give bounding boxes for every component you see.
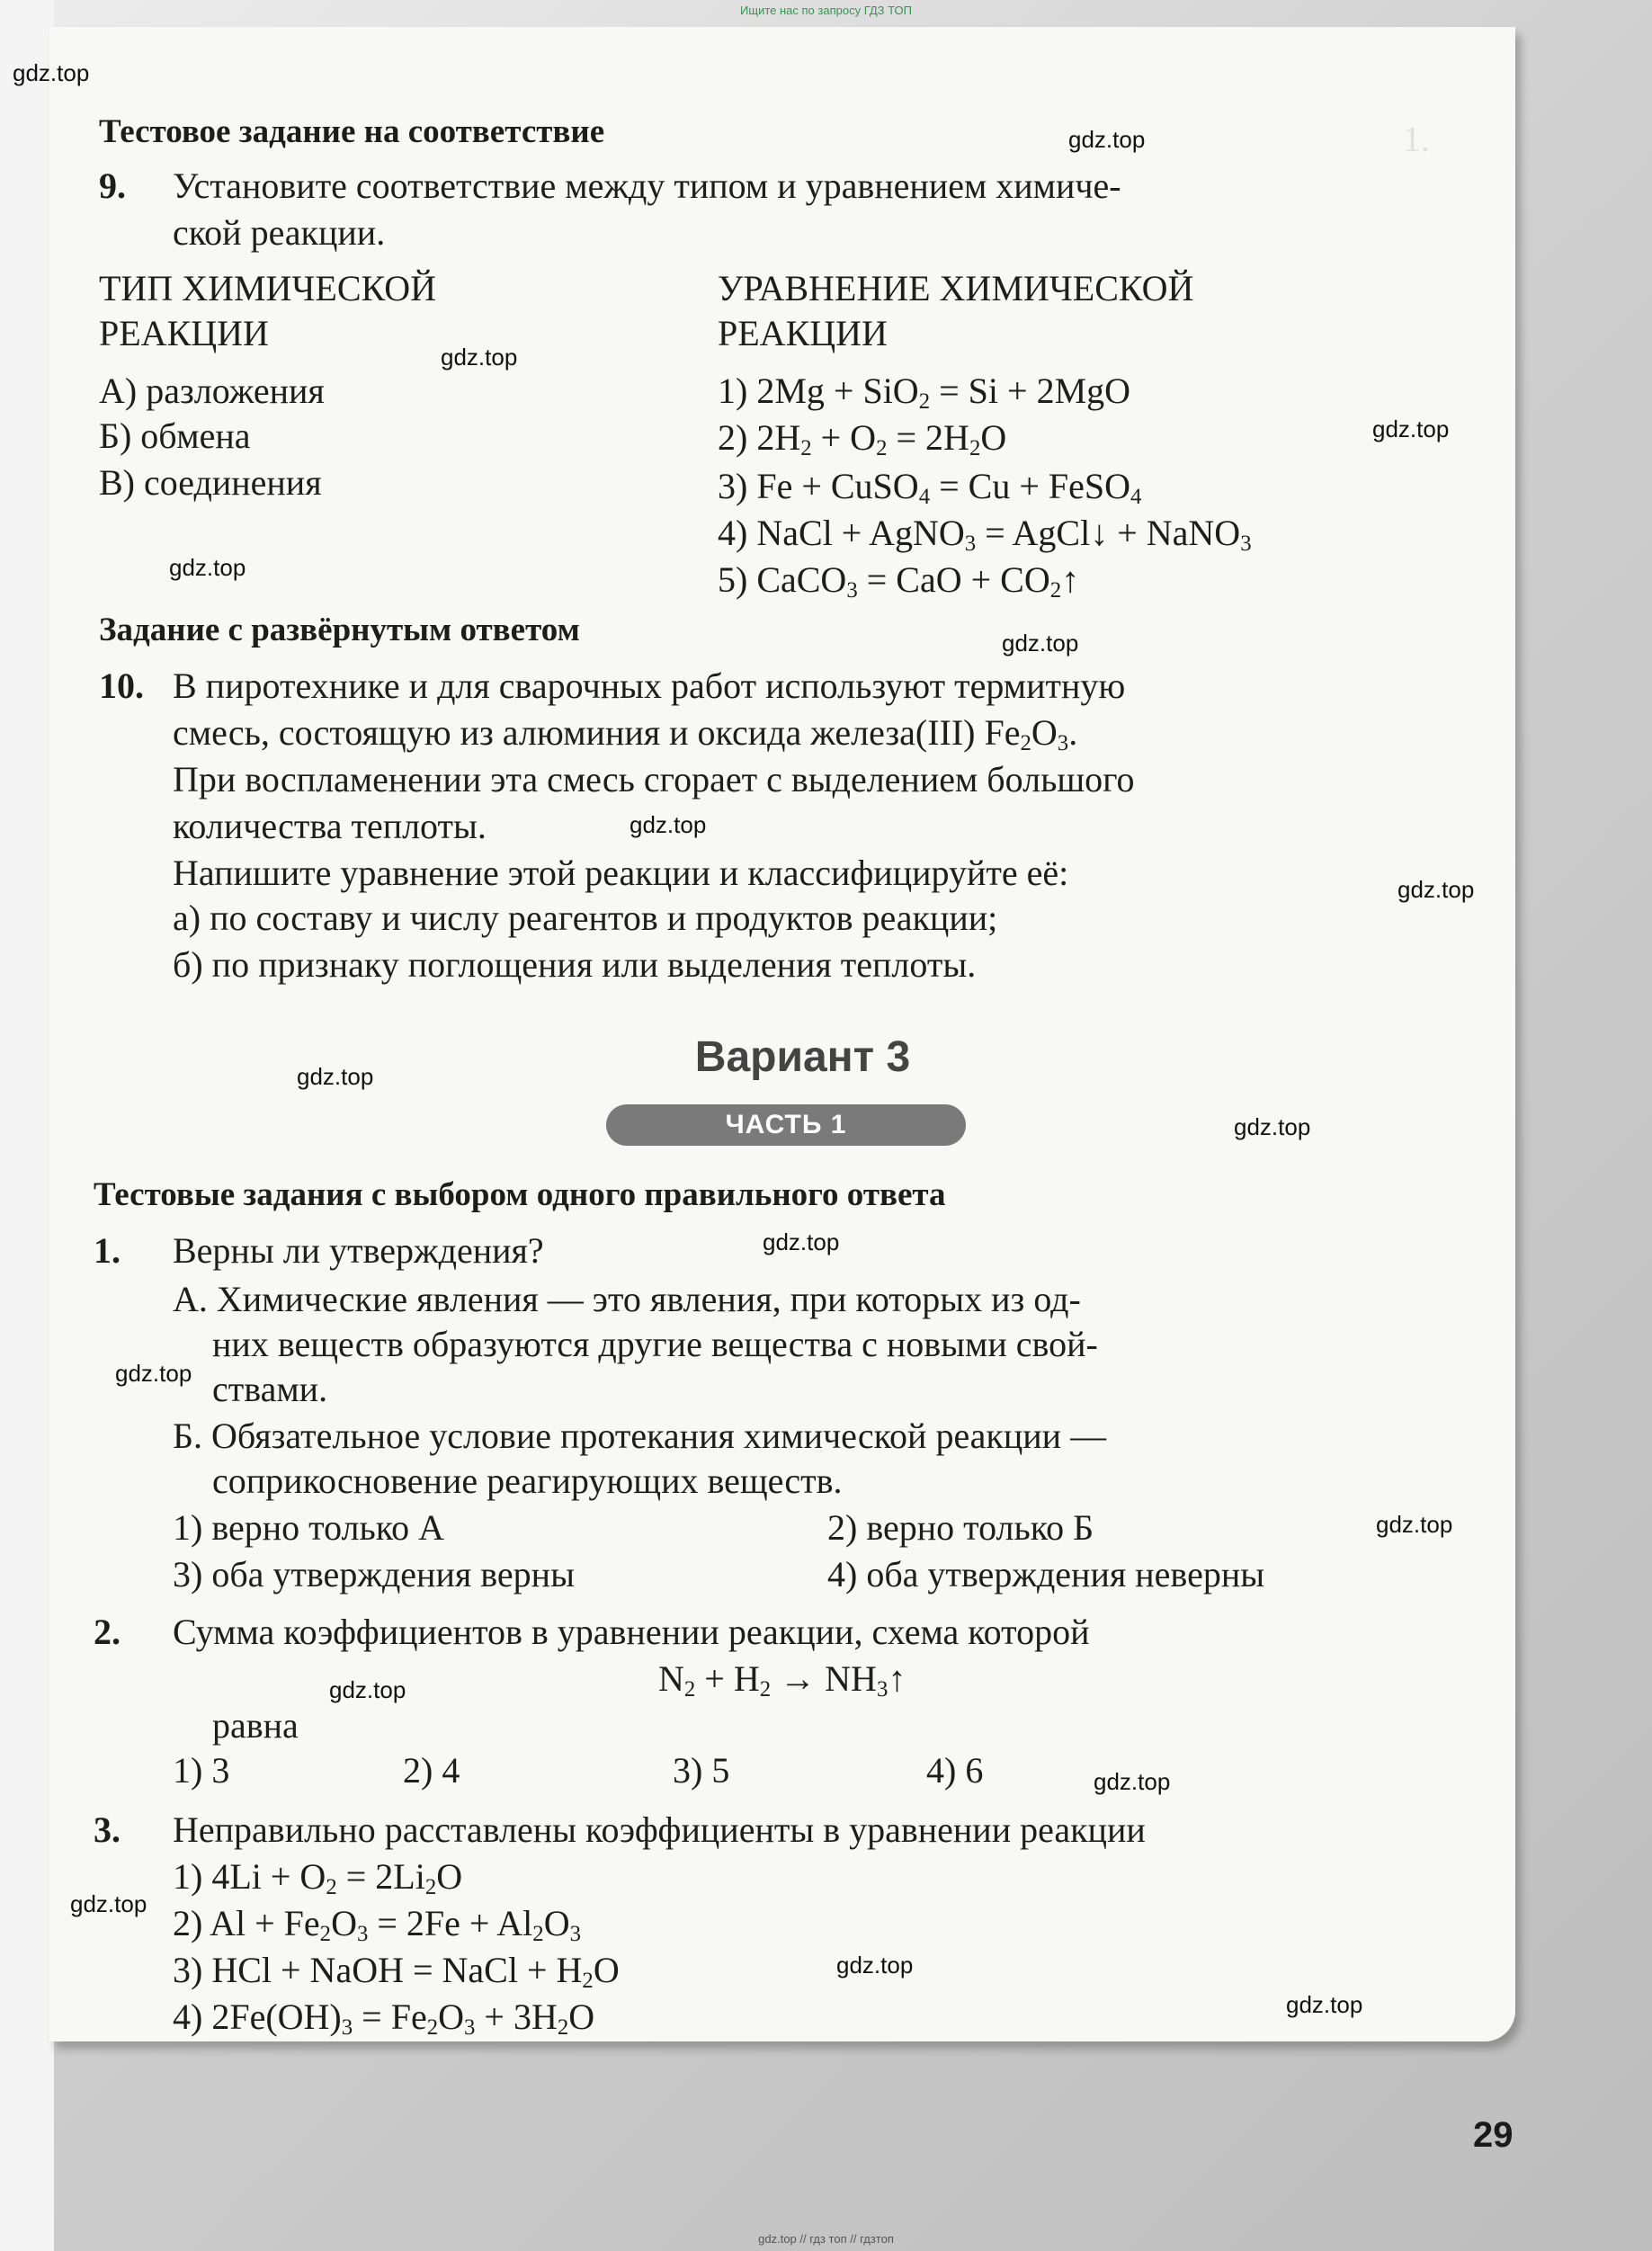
watermark: gdz.top [13, 59, 90, 86]
watermark: gdz.top [441, 344, 518, 371]
q2-option-4: 4) 6 [926, 1750, 984, 1791]
question-number-9: 9. [99, 165, 126, 206]
q9-equation-4: 4) NaCl + AgNO$_3$ = AgCl↓ + NaNO$_3$ [718, 513, 1252, 557]
q9-type-a: А) разложения [99, 371, 325, 411]
q9-right-header: УРАВНЕНИЕ ХИМИЧЕСКОЙ [718, 268, 1194, 308]
variant-title: Вариант 3 [694, 1033, 911, 1081]
q1-option-1: 1) верно только А [173, 1507, 445, 1548]
left-margin [0, 0, 54, 2251]
watermark: gdz.top [1002, 630, 1079, 657]
q3-option-4: 4) $2Fe(OH)_3 = Fe_2O_3 + 3H_2O$ [173, 1996, 595, 2041]
q1-option-2: 2) верно только Б [827, 1507, 1094, 1548]
q3-option-3: 3) HCl + NaOH = NaCl + $H_2O$ [173, 1950, 620, 1994]
q9-right-header: РЕАКЦИИ [718, 313, 888, 353]
q9-left-header: РЕАКЦИИ [99, 313, 269, 353]
question-number-3: 3. [94, 1809, 121, 1850]
section-title-extended: Задание с развёрнутым ответом [99, 612, 580, 648]
watermark: gdz.top [763, 1228, 840, 1255]
q2-scheme: $N_2 + H_2$ → $NH_3↑$ [658, 1658, 906, 1702]
q1-statement-a: них веществ образуются другие вещества с новыми свой- [212, 1324, 1098, 1364]
watermark: gdz.top [1094, 1768, 1171, 1795]
q9-text: ской реакции. [173, 212, 386, 253]
watermark: gdz.top [115, 1360, 192, 1387]
q2-option-3: 3) 5 [673, 1750, 730, 1791]
q10-text: В пиротехнике и для сварочных работ используют термитную [173, 665, 1126, 706]
q3-option-1: 1) $4Li + O_2 = 2Li_2O$ [173, 1856, 463, 1900]
q3-text: Неправильно расставлены коэффициенты в уравнении реакции [173, 1809, 1146, 1850]
watermark: gdz.top [630, 811, 707, 838]
q9-equation-2: 2) $2H_2 + O_2 = 2H_2O$ [718, 417, 1007, 461]
q10-text: смесь, состоящую из алюминия и оксида железа(III) $Fe_2O_3$. [173, 712, 1078, 756]
watermark: gdz.top [1398, 876, 1475, 903]
q2-text: равна [212, 1705, 299, 1746]
q10-text: количества теплоты. [173, 806, 487, 846]
q9-type-b: Б) обмена [99, 415, 251, 456]
q1-text: Верны ли утверждения? [173, 1230, 544, 1271]
q1-statement-a: А. Химические явления — это явления, при которых из од- [173, 1279, 1081, 1319]
q10-text: При воспламенении эта смесь сгорает с выделением большого [173, 759, 1135, 799]
watermark: gdz.top [1372, 415, 1450, 442]
q2-option-1: 1) 3 [173, 1750, 230, 1791]
q1-option-4: 4) оба утверждения неверны [827, 1554, 1265, 1594]
part-badge: ЧАСТЬ 1 [606, 1104, 966, 1146]
q9-left-header: ТИП ХИМИЧЕСКОЙ [99, 268, 436, 308]
footer-note: gdz.top // гдз топ // гдзтоп [758, 2232, 894, 2246]
q10-text-part: смесь, состоящую из алюминия и оксида железа(III) [173, 712, 976, 753]
q10-text: а) по составу и числу реагентов и продуктов реакции; [173, 898, 998, 938]
watermark: gdz.top [297, 1063, 374, 1090]
watermark: gdz.top [1068, 126, 1146, 153]
q1-option-3: 3) оба утверждения верны [173, 1554, 575, 1594]
section-title-matching: Тестовое задание на соответствие [99, 113, 605, 150]
q9-type-c: В) соединения [99, 462, 322, 503]
header-note: Ищите нас по запросу ГДЗ ТОП [740, 4, 912, 17]
watermark: gdz.top [329, 1676, 406, 1703]
q2-option-2: 2) 4 [403, 1750, 460, 1791]
page-number: 29 [1473, 2115, 1514, 2155]
q10-text: б) по признаку поглощения или выделения теплоты. [173, 944, 977, 985]
question-number-10: 10. [99, 665, 144, 706]
section-title-choice: Тестовые задания с выбором одного правильного ответа [94, 1176, 946, 1213]
question-number-1: 1. [94, 1230, 121, 1271]
q9-equation-5: 5) CaCO$_3$ = CaO + $CO_2↑$ [718, 559, 1080, 603]
watermark: gdz.top [169, 554, 246, 581]
q9-equation-3: 3) Fe + CuSO$_4$ = Cu + FeSO$_4$ [718, 466, 1142, 510]
watermark: gdz.top [1286, 1991, 1363, 2018]
q1-statement-a: ствами. [212, 1369, 328, 1409]
q1-statement-b: Б. Обязательное условие протекания химической реакции — [173, 1416, 1107, 1456]
q2-text: Сумма коэффициентов в уравнении реакции, схема которой [173, 1612, 1090, 1652]
q9-text: Установите соответствие между типом и уравнением химиче- [173, 165, 1121, 206]
q9-equation-1: 1) 2Mg + SiO$_2$ = Si + 2MgO [718, 371, 1131, 415]
q10-text: Напишите уравнение этой реакции и классифицируйте её: [173, 853, 1069, 893]
watermark: gdz.top [1234, 1113, 1311, 1140]
watermark: gdz.top [1376, 1511, 1453, 1538]
watermark: gdz.top [836, 1952, 914, 1979]
watermark: gdz.top [70, 1890, 147, 1917]
question-number-2: 2. [94, 1612, 121, 1652]
q1-statement-b: соприкосновение реагирующих веществ. [212, 1460, 843, 1501]
q3-option-2: 2) $Al + Fe_2O_3 = 2Fe + Al_2O_3$ [173, 1903, 581, 1947]
